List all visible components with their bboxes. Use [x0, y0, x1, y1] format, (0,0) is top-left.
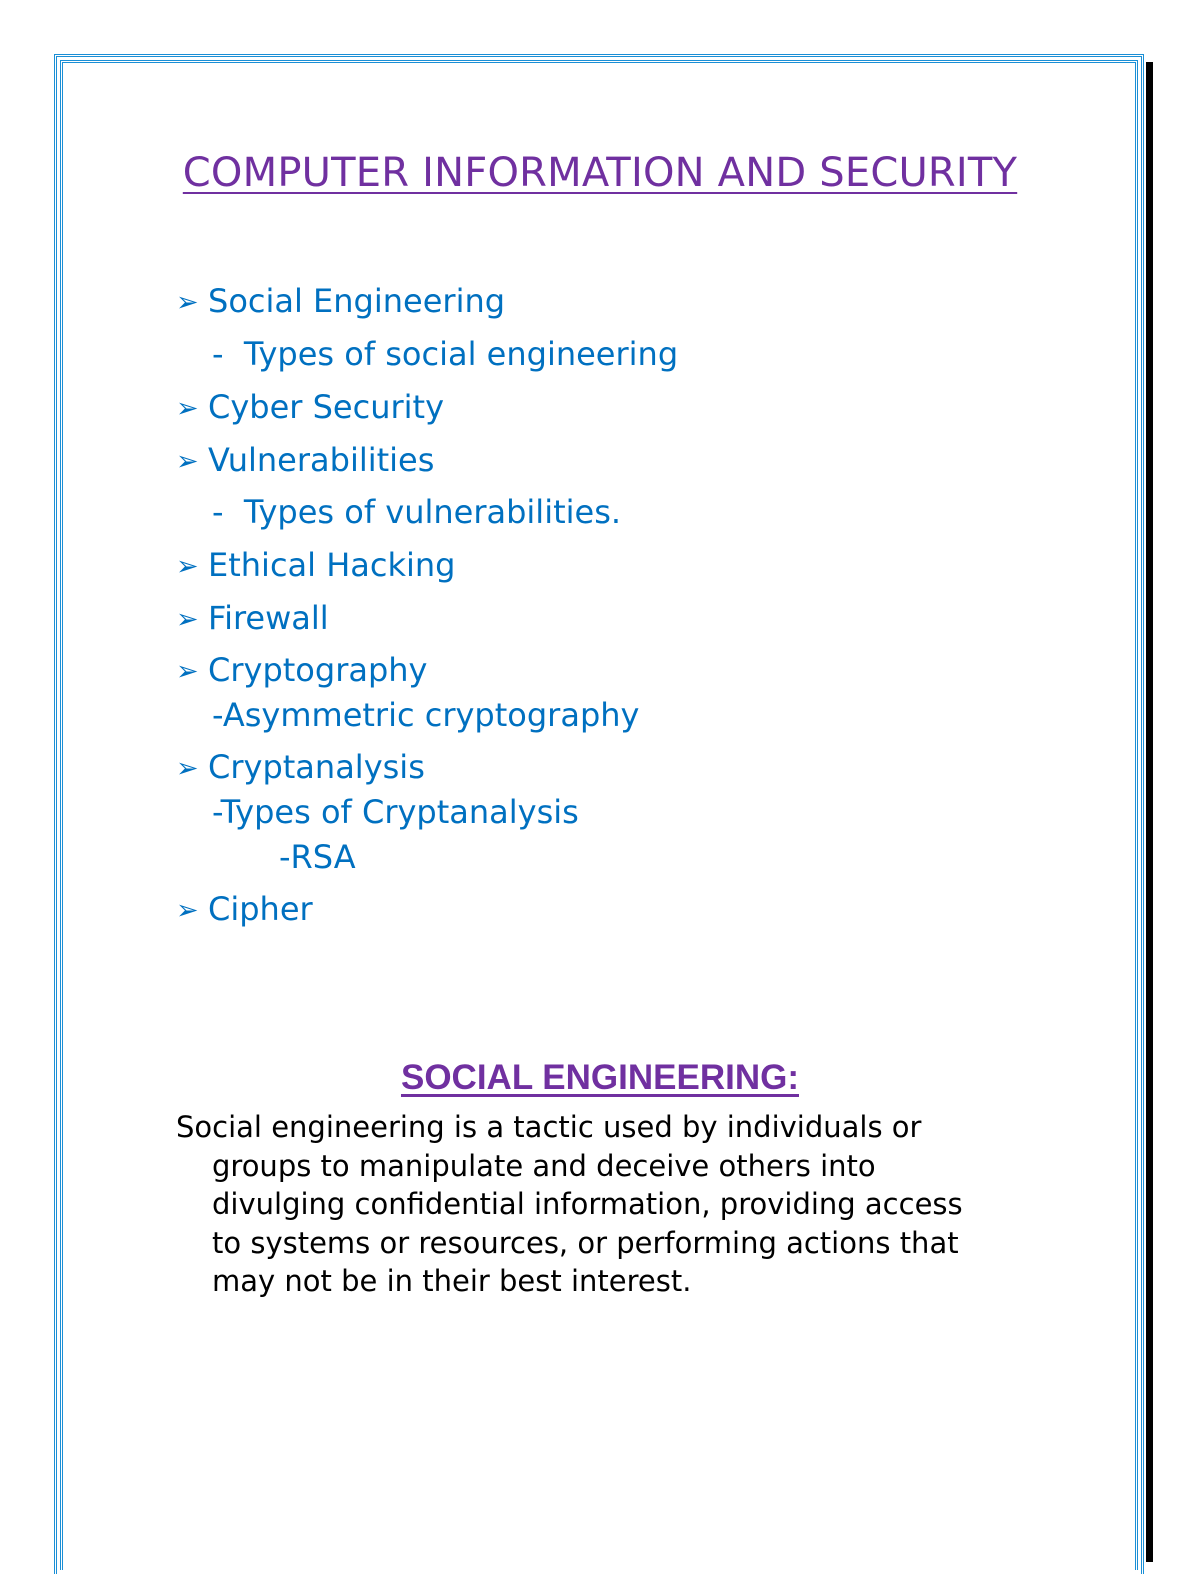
- list-item-label: Ethical Hacking: [208, 546, 456, 584]
- arrow-bullet-icon: ➢: [176, 895, 199, 926]
- section-heading: SOCIAL ENGINEERING:: [400, 1058, 799, 1097]
- list-item: [176, 889, 313, 931]
- list-item: [176, 747, 425, 789]
- list-item: [176, 281, 505, 323]
- arrow-bullet-icon: ➢: [176, 656, 199, 687]
- list-subitem-label: - Types of social engineering: [212, 335, 679, 373]
- list-item: [176, 598, 329, 640]
- paragraph-line: groups to manipulate and deceive others into: [212, 1148, 876, 1183]
- page-border-shadow: [1146, 62, 1153, 1562]
- paragraph-line: may not be in their best interest.: [212, 1264, 692, 1298]
- list-subitem-label: -Asymmetric cryptography: [212, 696, 640, 734]
- arrow-bullet-icon: ➢: [176, 287, 199, 318]
- list-subitem: [212, 695, 639, 735]
- list-subitem-label: - Types of vulnerabilities.: [212, 493, 622, 531]
- arrow-bullet-icon: ➢: [176, 393, 199, 424]
- paragraph-line: Social engineering is a tactic used by individuals or: [176, 1110, 922, 1144]
- list-subitem-label: -RSA: [279, 838, 356, 876]
- list-item-label: Firewall: [208, 599, 329, 637]
- list-item-label: Cipher: [208, 890, 313, 928]
- list-subitem: [212, 792, 579, 832]
- list-subitem-label: -Types of Cryptanalysis: [212, 793, 579, 831]
- arrow-bullet-icon: ➢: [176, 446, 199, 477]
- section-paragraph: [176, 1108, 1056, 1301]
- list-item: [176, 545, 455, 587]
- list-item: [176, 440, 434, 482]
- arrow-bullet-icon: ➢: [176, 604, 199, 635]
- list-subitem: [212, 492, 621, 532]
- list-item: [176, 650, 427, 692]
- list-subitem: [212, 334, 678, 374]
- list-item-label: Cryptanalysis: [208, 748, 425, 786]
- document-title: COMPUTER INFORMATION AND SECURITY: [182, 150, 1018, 196]
- paragraph-line: divulging confidential information, providing access: [212, 1187, 963, 1221]
- list-item-label: Vulnerabilities: [208, 441, 435, 479]
- paragraph-line: to systems or resources, or performing actions that: [212, 1225, 959, 1260]
- arrow-bullet-icon: ➢: [176, 753, 199, 784]
- list-item-label: Cyber Security: [208, 388, 445, 426]
- list-item-label: Social Engineering: [208, 282, 506, 320]
- list-subitem: [279, 837, 356, 877]
- arrow-bullet-icon: ➢: [176, 551, 199, 582]
- list-item: [176, 387, 444, 429]
- list-item-label: Cryptography: [208, 651, 428, 689]
